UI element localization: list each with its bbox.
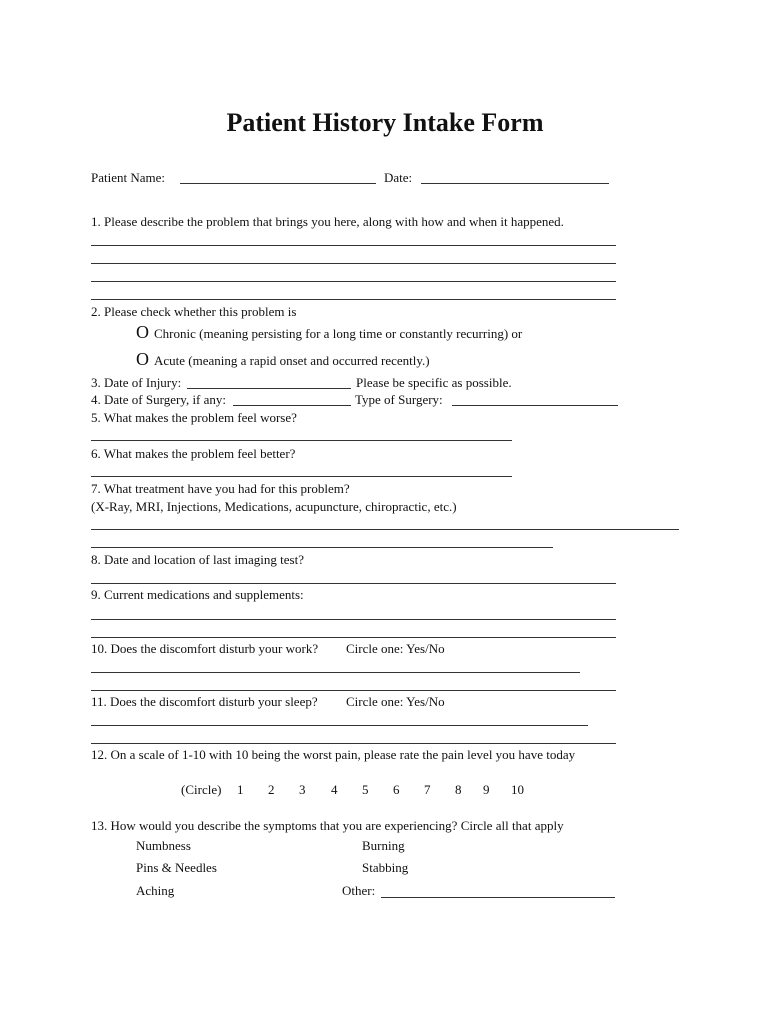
symptom-aching[interactable]: Aching bbox=[136, 883, 175, 898]
pain-scale-4[interactable]: 4 bbox=[331, 782, 338, 797]
symptom-other-label: Other: bbox=[342, 883, 376, 898]
answer-line[interactable] bbox=[91, 547, 553, 548]
date-field[interactable] bbox=[421, 183, 609, 184]
answer-line[interactable] bbox=[91, 583, 616, 584]
symptom-burning[interactable]: Burning bbox=[362, 838, 405, 853]
option-chronic[interactable] bbox=[136, 322, 523, 342]
question-10-circle-one[interactable]: Circle one: Yes/No bbox=[346, 641, 445, 656]
pain-scale-6[interactable]: 6 bbox=[393, 782, 400, 797]
answer-line[interactable] bbox=[91, 245, 616, 246]
question-8: 8. Date and location of last imaging test? bbox=[91, 552, 304, 567]
answer-line[interactable] bbox=[91, 299, 616, 300]
option-acute[interactable] bbox=[136, 349, 430, 369]
option-chronic-label: Chronic (meaning persisting for a long time or constantly recurring) or bbox=[154, 326, 523, 341]
question-10: 10. Does the discomfort disturb your work? bbox=[91, 641, 319, 656]
question-5: 5. What makes the problem feel worse? bbox=[91, 410, 297, 425]
answer-line[interactable] bbox=[91, 725, 588, 726]
question-6: 6. What makes the problem feel better? bbox=[91, 446, 296, 461]
question-7: 7. What treatment have you had for this problem? bbox=[91, 481, 350, 496]
pain-scale-1[interactable]: 1 bbox=[237, 782, 244, 797]
answer-line[interactable] bbox=[91, 743, 616, 744]
question-3-label: 3. Date of Injury: bbox=[91, 375, 182, 390]
question-9: 9. Current medications and supplements: bbox=[91, 587, 304, 602]
question-12: 12. On a scale of 1-10 with 10 being the worst pain, please rate the pain level you have today bbox=[91, 747, 576, 762]
type-of-surgery-field[interactable] bbox=[452, 405, 618, 406]
patient-name-label: Patient Name: bbox=[91, 170, 166, 185]
answer-line[interactable] bbox=[91, 281, 616, 282]
pain-scale-7[interactable]: 7 bbox=[424, 782, 431, 797]
pain-scale-3[interactable]: 3 bbox=[299, 782, 306, 797]
pain-scale-circle-label: (Circle) bbox=[181, 782, 222, 797]
symptom-other-field[interactable] bbox=[381, 897, 615, 898]
form-title: Patient History Intake Form bbox=[226, 108, 544, 137]
symptom-numbness[interactable]: Numbness bbox=[136, 838, 191, 853]
question-11: 11. Does the discomfort disturb your sleep? bbox=[91, 694, 318, 709]
symptom-stabbing[interactable]: Stabbing bbox=[362, 860, 409, 875]
question-1: 1. Please describe the problem that brings you here, along with how and when it happened. bbox=[91, 214, 564, 229]
pain-scale-2[interactable]: 2 bbox=[268, 782, 275, 797]
date-of-surgery-field[interactable] bbox=[233, 405, 351, 406]
question-13: 13. How would you describe the symptoms that you are experiencing? Circle all that apply bbox=[91, 818, 564, 833]
answer-line[interactable] bbox=[91, 637, 616, 638]
answer-line[interactable] bbox=[91, 263, 616, 264]
type-of-surgery-label: Type of Surgery: bbox=[355, 392, 443, 407]
question-3-note: Please be specific as possible. bbox=[356, 375, 512, 390]
answer-line[interactable] bbox=[91, 476, 512, 477]
pain-scale-10[interactable]: 10 bbox=[511, 782, 524, 797]
question-11-circle-one[interactable]: Circle one: Yes/No bbox=[346, 694, 445, 709]
question-4-label: 4. Date of Surgery, if any: bbox=[91, 392, 227, 407]
pain-scale-9[interactable]: 9 bbox=[483, 782, 490, 797]
answer-line[interactable] bbox=[91, 672, 580, 673]
question-2: 2. Please check whether this problem is bbox=[91, 304, 297, 319]
date-of-injury-field[interactable] bbox=[187, 388, 351, 389]
answer-line[interactable] bbox=[91, 440, 512, 441]
pain-scale-5[interactable]: 5 bbox=[362, 782, 369, 797]
answer-line[interactable] bbox=[91, 529, 679, 530]
radio-circle-icon[interactable]: O bbox=[136, 349, 149, 369]
radio-circle-icon[interactable]: O bbox=[136, 322, 149, 342]
answer-line[interactable] bbox=[91, 619, 616, 620]
pain-scale-8[interactable]: 8 bbox=[455, 782, 462, 797]
symptom-pins-needles[interactable]: Pins & Needles bbox=[136, 860, 217, 875]
question-7-examples: (X-Ray, MRI, Injections, Medications, acupuncture, chiropractic, etc.) bbox=[91, 499, 457, 514]
option-acute-label: Acute (meaning a rapid onset and occurred recently.) bbox=[154, 353, 430, 368]
date-label: Date: bbox=[384, 170, 413, 185]
patient-name-field[interactable] bbox=[180, 183, 376, 184]
answer-line[interactable] bbox=[91, 690, 616, 691]
